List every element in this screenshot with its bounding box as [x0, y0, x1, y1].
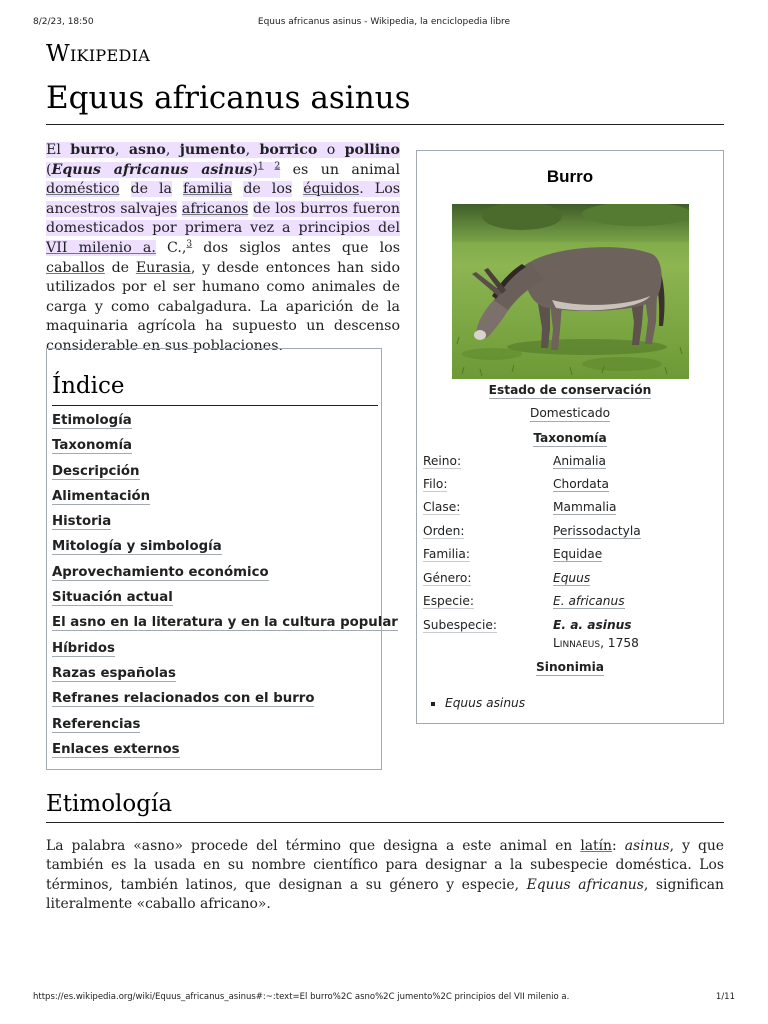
toc-item-literatura[interactable] [52, 615, 398, 640]
toc-item-alimentacion[interactable] [52, 489, 398, 514]
term-asno: asno [128, 142, 166, 158]
taxon-value-label[interactable]: Chordata [553, 477, 609, 491]
highlighted-text [46, 142, 400, 158]
print-doc-title: Equus africanus asinus - Wikipedia, la enciclopedia libre [257, 17, 511, 27]
reference-link-2[interactable]: 2 [274, 160, 281, 171]
toc-item-label[interactable]: Enlaces externos [52, 741, 180, 757]
taxon-rank-label[interactable]: Reino: [423, 454, 462, 468]
page-title: Equus africanus asinus [46, 80, 411, 116]
toc-list [52, 413, 398, 767]
term-borrico: borrico [259, 142, 318, 158]
taxon-row-clase [417, 500, 723, 520]
intro-text: , [245, 142, 251, 158]
toc-item-razas[interactable] [52, 666, 398, 691]
intro-text: C., [167, 239, 187, 256]
highlighted-text [46, 162, 280, 178]
toc-divider [52, 405, 378, 406]
link-caballos[interactable]: caballos [46, 259, 105, 276]
taxon-authority [553, 636, 639, 650]
title-divider [46, 124, 724, 125]
term-asinus: asinus [624, 838, 670, 854]
taxobox-caption: Burro [546, 167, 594, 186]
intro-text: El [46, 142, 61, 158]
taxon-row-genero [417, 571, 723, 591]
taxon-value[interactable] [553, 594, 625, 608]
print-datetime: 8/2/23, 18:50 [33, 17, 94, 27]
toc-item-label[interactable]: Refranes relacionados con el burro [52, 691, 315, 707]
link-vii-milenio[interactable]: VII milenio a. [46, 239, 156, 256]
toc-item-label[interactable]: Etimología [52, 413, 132, 428]
taxon-value[interactable] [553, 571, 590, 585]
synonym-label: Equus asinus [445, 696, 526, 710]
intro-text: de los burros fueron domesticados por primera vez a principios del [46, 200, 400, 237]
intro-text: ) [252, 161, 258, 178]
toc-item-etimologia[interactable] [52, 413, 398, 438]
link-domestico[interactable]: doméstico [46, 181, 120, 198]
toc-item-hibridos[interactable] [52, 641, 398, 666]
print-url: https://es.wikipedia.org/wiki/Equus_africanus_asinus#:~:text=El burro%2C asno%2C jumento%2C principios del VII milenio a. [33, 992, 570, 1002]
link-equidos[interactable]: équidos [303, 181, 360, 198]
taxon-rank[interactable] [423, 477, 447, 491]
taxon-value-label[interactable]: E. africanus [553, 594, 625, 608]
taxon-rank[interactable] [423, 618, 497, 632]
taxon-rank[interactable] [423, 454, 461, 468]
paragraph-text: , y que también es la usada en su nombre científico para designar a la subespecie doméstica. Los términos, también latinos, que designan a su género y especie, [46, 838, 725, 893]
term-pollino: pollino [344, 142, 400, 158]
taxon-rank[interactable] [423, 524, 464, 538]
toc-item-mitologia[interactable] [52, 539, 398, 564]
taxon-rank[interactable] [423, 500, 460, 514]
toc-item-historia[interactable] [52, 514, 398, 539]
authority-name[interactable]: Linnaeus [553, 636, 601, 650]
intro-text: . Los ancestros salvajes [46, 181, 401, 217]
conservation-status[interactable] [417, 406, 723, 420]
taxon-rank[interactable] [423, 547, 470, 561]
taxon-value[interactable] [553, 524, 641, 538]
link-eurasia[interactable]: Eurasia [135, 259, 191, 276]
conservation-heading[interactable] [417, 383, 723, 397]
term-jumento: jumento [179, 142, 246, 158]
intro-text: , [165, 142, 171, 158]
taxon-rank-label[interactable]: Subespecie: [423, 618, 497, 632]
taxon-rank-label[interactable]: Filo: [423, 477, 448, 491]
taxon-value-label[interactable]: Mammalia [553, 500, 617, 514]
authority-year: , 1758 [600, 636, 639, 650]
toc-item-taxonomia[interactable] [52, 438, 398, 463]
taxon-value[interactable] [553, 500, 616, 514]
toc-item-label[interactable]: Mitología y simbología [52, 539, 222, 555]
link-latin[interactable]: latín [580, 838, 613, 854]
section-divider [46, 822, 724, 823]
term-equus-africanus: Equus africanus [526, 876, 644, 893]
taxon-value-label[interactable]: Animalia [553, 454, 607, 468]
taxon-value-label[interactable]: Equus [553, 571, 591, 585]
toc-item-descripcion[interactable] [52, 464, 398, 489]
taxon-rank-label[interactable]: Familia: [423, 547, 470, 561]
reference-link-1[interactable]: 1 [257, 160, 264, 171]
taxon-rank-label[interactable]: Orden: [423, 524, 465, 538]
taxon-value-label[interactable]: Equidae [553, 547, 603, 561]
intro-text: es un animal [292, 161, 400, 178]
toc-item-label[interactable]: Híbridos [52, 640, 115, 656]
section-heading-etimologia: Etimología [46, 791, 173, 817]
taxon-value: E. a. asinus [553, 618, 632, 632]
taxon-row-reino [417, 454, 723, 474]
taxobox [416, 150, 724, 724]
taxon-row-filo [417, 477, 723, 497]
intro-text: o [326, 142, 336, 158]
taxon-row-especie [417, 594, 723, 614]
taxon-row-familia [417, 547, 723, 567]
synonymy-heading[interactable] [417, 660, 723, 674]
etimologia-paragraph [46, 837, 724, 915]
toc-item-label[interactable]: Historia [52, 514, 112, 530]
toc-item-situacion[interactable] [52, 590, 398, 615]
link-familia[interactable]: familia [183, 181, 233, 198]
taxon-rank-label[interactable]: Especie: [423, 594, 474, 608]
toc-item-refranes[interactable] [52, 691, 398, 716]
toc-item-label[interactable]: Situación actual [52, 590, 173, 606]
intro-paragraph [46, 141, 400, 357]
term-burro: burro [70, 142, 115, 158]
taxon-row-orden [417, 524, 723, 544]
taxon-value-label[interactable]: Perissodactyla [553, 524, 641, 538]
taxon-rank-label[interactable]: Clase: [423, 500, 461, 514]
taxonomy-heading-label[interactable]: Taxonomía [533, 431, 607, 445]
taxonomy-heading[interactable] [417, 431, 723, 445]
toc-item-label[interactable]: El asno en la literatura y en la cultura popular [52, 615, 398, 631]
scientific-name: Equus africanus asinus [51, 161, 253, 178]
taxon-rank-label[interactable]: Género: [423, 571, 472, 585]
toc-item-enlaces[interactable] [52, 742, 398, 767]
intro-text: ( [46, 161, 52, 178]
bullet-icon [431, 702, 435, 706]
taxon-value[interactable] [553, 477, 609, 491]
taxon-rank[interactable] [423, 571, 471, 585]
reference-link-3[interactable]: 3 [186, 239, 193, 250]
synonym-item [431, 696, 525, 710]
paragraph-text: : [612, 838, 617, 854]
intro-text: dos siglos antes que los [203, 239, 401, 256]
link-africanos[interactable]: africanos [181, 200, 249, 217]
toc-item-label[interactable]: Razas españolas [52, 665, 176, 681]
toc-item-label[interactable]: Alimentación [52, 488, 151, 504]
synonymy-heading-label[interactable]: Sinonimia [536, 660, 604, 674]
taxon-value[interactable] [553, 547, 602, 561]
table-of-contents [46, 348, 398, 770]
intro-text: de la [130, 181, 173, 198]
intro-text: de los [243, 181, 293, 198]
toc-item-label[interactable]: Aprovechamiento económico [52, 564, 269, 580]
toc-item-referencias[interactable] [52, 717, 398, 742]
taxon-rank[interactable] [423, 594, 474, 608]
toc-item-aprovechamiento[interactable] [52, 565, 398, 590]
donkey-photo[interactable] [452, 204, 689, 379]
print-page-number: 1/11 [715, 992, 735, 1002]
intro-text: , [114, 142, 120, 158]
taxon-value[interactable] [553, 454, 606, 468]
intro-text: de [111, 259, 130, 276]
wikipedia-logo[interactable]: Wikipedia [46, 41, 151, 67]
toc-item-label[interactable]: Taxonomía [52, 438, 133, 454]
toc-item-label[interactable]: Referencias [52, 716, 141, 732]
taxon-row-subespecie [417, 618, 723, 638]
conservation-heading-label[interactable]: Estado de conservación [488, 383, 652, 397]
conservation-status-label[interactable]: Domesticado [529, 406, 611, 420]
intro-text: , y desde entonces han sido utilizados por el ser humano como animales de carga y como cabalgadura. La aparición de la maquinaria agrícola ha supuesto un descenso considerable en sus poblaciones. [46, 259, 401, 354]
toc-item-label[interactable]: Descripción [52, 463, 140, 479]
toc-title: Índice [52, 373, 125, 399]
paragraph-text: , significan literalmente «caballo africano». [46, 876, 724, 913]
paragraph-text: La palabra «asno» procede del término que designa a este animal en [46, 838, 573, 854]
